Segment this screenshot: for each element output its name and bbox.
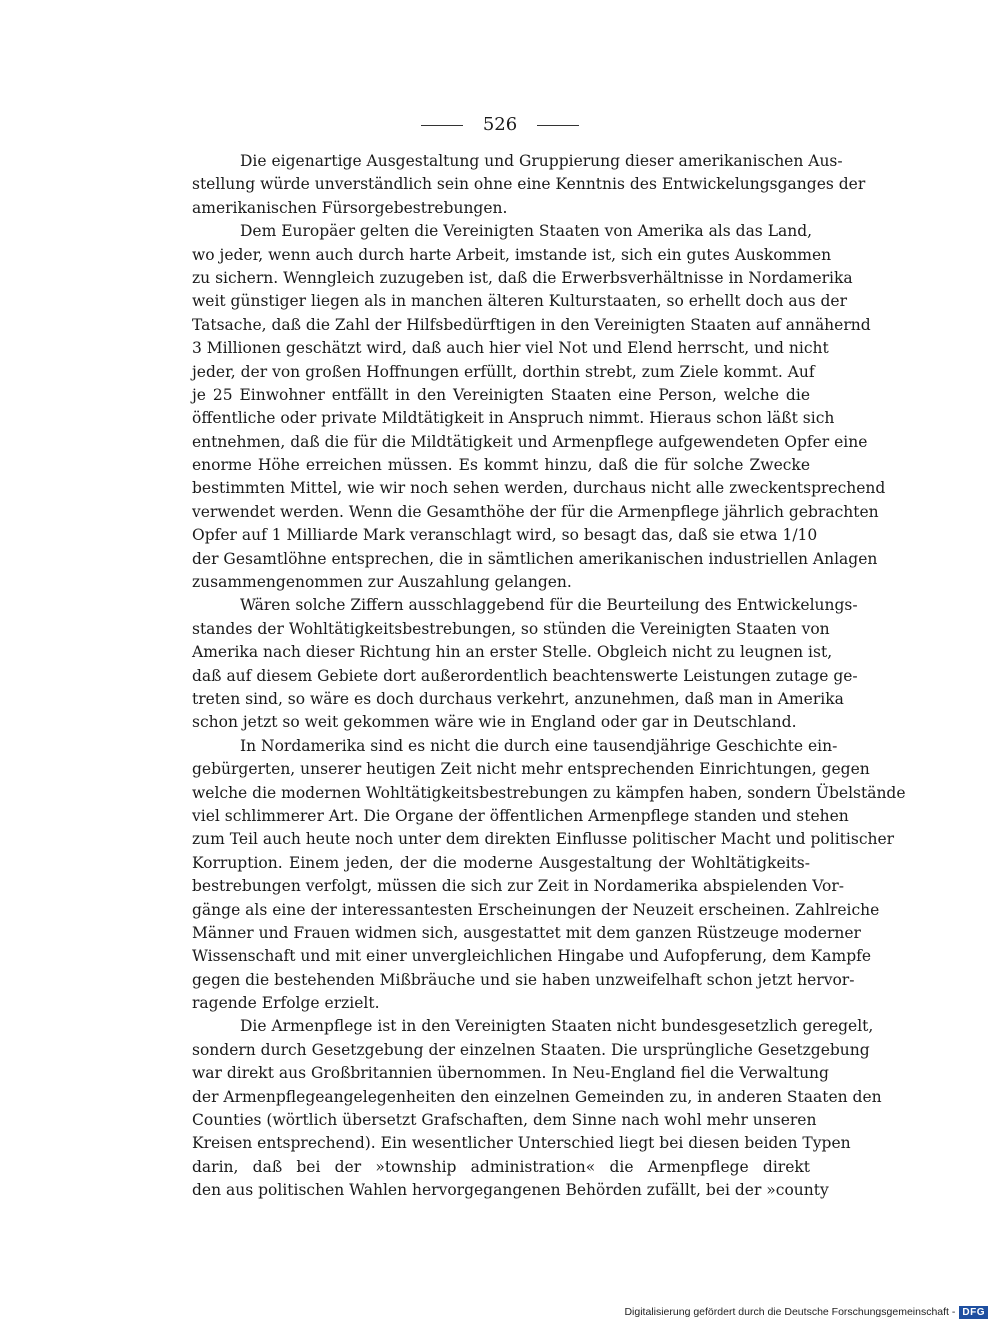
text-line: In Nordamerika sind es nicht die durch eine tausendjährige Geschichte ein- — [240, 736, 838, 755]
page-number: 526 — [482, 114, 518, 135]
text-line: gegen die bestehenden Mißbräuche und sie haben unzweifelhaft schon jetzt hervor- — [192, 970, 855, 989]
text-line: 3 Millionen geschätzt wird, daß auch hier viel Not und Elend herrscht, und nicht — [192, 339, 829, 358]
text-line: ragende Erfolge erzielt. — [192, 994, 380, 1013]
text-line: entnehmen, daß die für die Mildtätigkeit und Armenpflege aufgewendeten Opfer eine — [192, 432, 868, 451]
text-line: wo jeder, wenn auch durch harte Arbeit, imstande ist, sich ein gutes Auskommen — [192, 245, 832, 264]
text-line: Dem Europäer gelten die Vereinigten Staaten von Amerika als das Land, — [240, 222, 813, 241]
text-line: sondern durch Gesetzgebung der einzelnen Staaten. Die ursprüngliche Gesetzgebung — [192, 1040, 870, 1059]
paragraph — [192, 150, 866, 220]
text-line: darin, daß bei der »township administration« die Armenpflege direkt — [192, 1157, 810, 1176]
text-line: weit günstiger liegen als in manchen älteren Kulturstaaten, so erhellt doch aus der — [192, 292, 847, 311]
paragraph — [192, 1015, 882, 1202]
text-line: viel schlimmerer Art. Die Organe der öffentlichen Armenpflege standen und stehen — [192, 806, 849, 825]
text-line: der Armenpflegeangelegenheiten den einzelnen Gemeinden zu, in anderen Staaten den — [192, 1087, 882, 1106]
text-line: welche die modernen Wohltätigkeitsbestrebungen zu kämpfen haben, sondern Übelstände — [192, 783, 906, 802]
text-line: daß auf diesem Gebiete dort außerordentlich beachtenswerte Leistungen zutage ge- — [192, 666, 858, 685]
text-line: Counties (wörtlich übersetzt Grafschaften, dem Sinne nach wohl mehr unseren — [192, 1111, 817, 1130]
text-line: schon jetzt so weit gekommen wäre wie in England oder gar in Deutschland. — [192, 713, 797, 732]
body-text — [192, 150, 906, 1203]
paragraph — [192, 594, 858, 734]
digitization-credit — [624, 1302, 988, 1322]
text-line: bestimmten Mittel, wie wir noch sehen werden, durchaus nicht alle zweckentsprechend — [192, 479, 886, 498]
text-line: treten sind, so wäre es doch durchaus verkehrt, anzunehmen, daß man in Amerika — [192, 689, 844, 708]
text-line: verwendet werden. Wenn die Gesamthöhe der für die Armenpflege jährlich gebrachten — [192, 502, 879, 521]
credit-text: Digitalisierung gefördert durch die Deutsche Forschungsgemeinschaft - — [624, 1306, 956, 1318]
text-line: Die Armenpflege ist in den Vereinigten Staaten nicht bundesgesetzlich geregelt, — [240, 1017, 874, 1036]
text-line: bestrebungen verfolgt, müssen die sich zur Zeit in Nordamerika abspielenden Vor- — [192, 877, 844, 896]
header-rule-right — [537, 125, 579, 126]
text-line: den aus politischen Wahlen hervorgegangenen Behörden zufällt, bei der »county — [192, 1181, 829, 1200]
text-line: jeder, der von großen Hoffnungen erfüllt, dorthin strebt, zum Ziele kommt. Auf — [192, 362, 815, 381]
text-line: gänge als eine der interessantesten Erscheinungen der Neuzeit erscheinen. Zahlreiche — [192, 900, 880, 919]
text-line: amerikanischen Fürsorgebestrebungen. — [192, 198, 508, 217]
text-line: Tatsache, daß die Zahl der Hilfsbedürftigen in den Vereinigten Staaten auf annähernd — [192, 315, 871, 334]
text-line: zusammengenommen zur Auszahlung gelangen. — [192, 573, 572, 592]
page-header — [0, 113, 1000, 137]
text-line: gebürgerten, unserer heutigen Zeit nicht mehr entsprechenden Einrichtungen, gegen — [192, 760, 870, 779]
text-line: enorme Höhe erreichen müssen. Es kommt hinzu, daß die für solche Zwecke — [192, 456, 810, 475]
text-line: der Gesamtlöhne entsprechen, die in sämtlichen amerikanischen industriellen Anlagen — [192, 549, 878, 568]
text-line: Korruption. Einem jeden, der die moderne Ausgestaltung der Wohltätigkeits- — [192, 853, 810, 872]
text-line: Die eigenartige Ausgestaltung und Gruppierung dieser amerikanischen Aus- — [240, 152, 843, 170]
paragraph — [192, 735, 906, 1016]
text-line: Männer und Frauen widmen sich, ausgestattet mit dem ganzen Rüstzeuge moderner — [192, 923, 861, 942]
text-line: stellung würde unverständlich sein ohne eine Kenntnis des Entwickelungsganges der — [192, 175, 866, 194]
text-line: standes der Wohltätigkeitsbestrebungen, so stünden die Vereinigten Staaten von — [192, 619, 830, 638]
text-line: je 25 Einwohner entfällt in den Vereinigten Staaten eine Person, welche die — [192, 385, 810, 404]
text-line: zu sichern. Wenngleich zuzugeben ist, daß die Erwerbsverhältnisse in Nordamerika — [192, 268, 853, 287]
text-line: Wissenschaft und mit einer unvergleichlichen Hingabe und Aufopferung, dem Kampfe — [192, 947, 872, 966]
text-line: Wären solche Ziffern ausschlaggebend für die Beurteilung des Entwickelungs- — [240, 596, 858, 615]
text-line: Opfer auf 1 Milliarde Mark veranschlagt wird, so besagt das, daß sie etwa 1/10 — [192, 526, 818, 545]
header-rule-left — [421, 125, 463, 126]
text-line: zum Teil auch heute noch unter dem direkten Einflusse politischer Macht und politischer — [192, 830, 895, 849]
dfg-logo: DFG — [959, 1306, 988, 1319]
text-line: öffentliche oder private Mildtätigkeit in Anspruch nimmt. Hieraus schon läßt sich — [192, 409, 835, 428]
text-line: Amerika nach dieser Richtung hin an erster Stelle. Obgleich nicht zu leugnen ist, — [192, 643, 833, 662]
text-line: war direkt aus Großbritannien übernommen. In Neu-England fiel die Verwaltung — [192, 1064, 829, 1083]
paragraph — [192, 220, 886, 594]
text-line: Kreisen entsprechend). Ein wesentlicher Unterschied liegt bei diesen beiden Typen — [192, 1134, 851, 1153]
